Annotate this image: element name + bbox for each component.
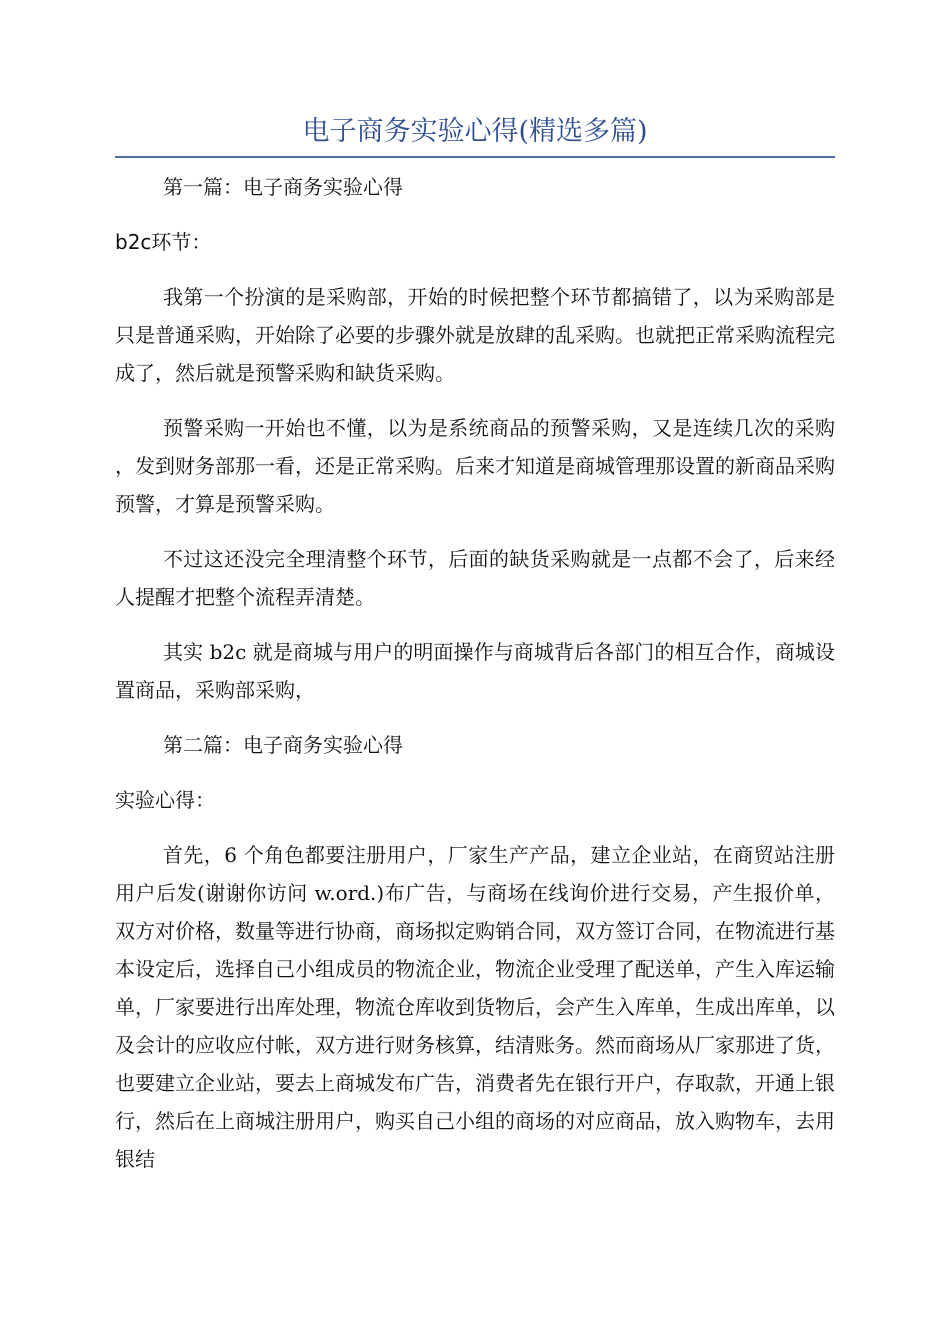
title-block xyxy=(115,108,835,158)
subheading-experiment: 实验心得： xyxy=(115,788,215,812)
section-heading-2: 第二篇：电子商务实验心得 xyxy=(163,733,403,757)
subheading-b2c xyxy=(115,223,835,261)
paragraph: 我第一个扮演的是采购部，开始的时候把整个环节都搞错了，以为采购部是只是普通采购，开始除了必要的步骤外就是放肆的乱采购。也就把正常采购流程完成了，然后就是预警采购和缺货采购。 xyxy=(115,285,835,385)
paragraph: 不过这还没完全理清整个环节，后面的缺货采购就是一点都不会了，后来经人提醒才把整个流程弄清楚。 xyxy=(115,547,835,609)
subheading-text: 环节： xyxy=(151,230,212,254)
document-title: 电子商务实验心得(精选多篇) xyxy=(302,116,648,147)
paragraph: 首先，6 个角色都要注册用户，厂家生产产品，建立企业站，在商贸站注册用户后发(谢谢你访问 w.ord.)布广告，与商场在线询价进行交易，产生报价单，双方对价格，数量等进行协商，商场拟定购销合同，双方签订合同，在物流进行基本设定后，选择自己小组成员的物流企业，物流企业受理了配送单，产生入库运输单，厂家要进行出库处理，物流仓库收到货物后，会产生入库单，生成出库单，以及会计的应收应付帐，双方进行财务核算，结清账务。然而商场从厂家那进了货，也要建立企业站，要去上商城发布广告，消费者先在银行开户，存取款，开通上银行，然后在上商城注册用户，购买自己小组的商场的对应商品，放入购物车，去用银结 xyxy=(115,843,835,1171)
section-heading-1: 第一篇：电子商务实验心得 xyxy=(163,175,403,199)
paragraph: 预警采购一开始也不懂，以为是系统商品的预警采购，又是连续几次的采购，发到财务部那一看，还是正常采购。后来才知道是商城管理那设置的新商品采购预警，才算是预警采购。 xyxy=(115,416,835,516)
subheading-prefix: b2c xyxy=(115,230,152,254)
document-body xyxy=(115,168,835,1178)
paragraph: 其实 b2c 就是商城与用户的明面操作与商城背后各部门的相互合作，商城设置商品，采购部采购， xyxy=(115,640,835,702)
